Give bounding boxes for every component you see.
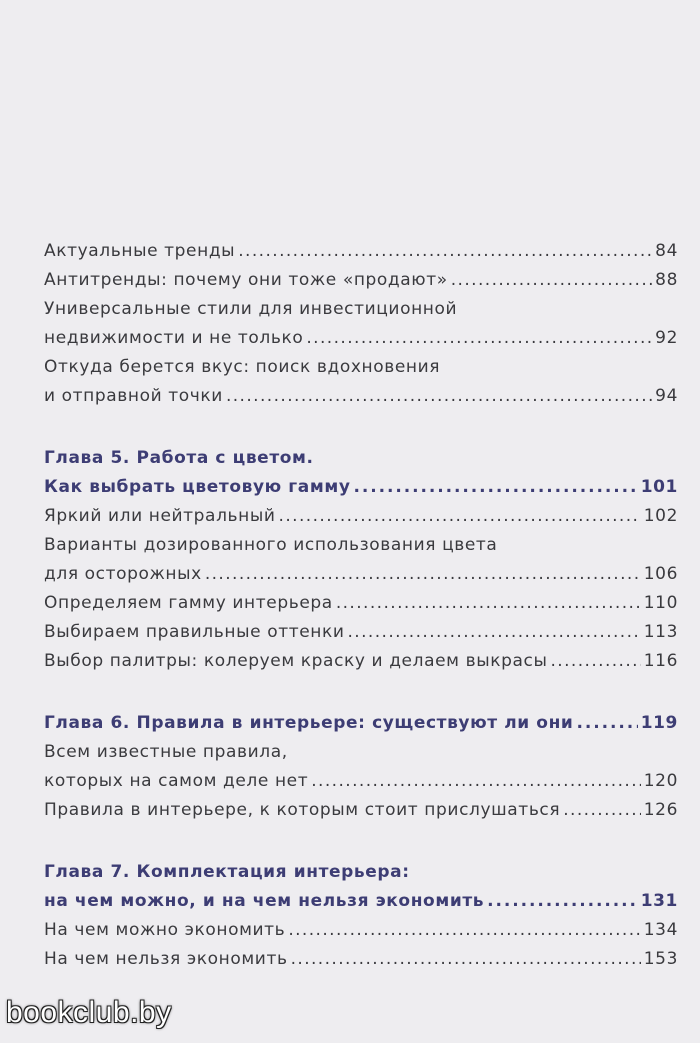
toc-entry: [44, 382, 678, 411]
dot-leader: [336, 589, 641, 618]
dot-leader: [550, 647, 640, 676]
toc-entry: [44, 916, 678, 945]
toc-entry: [44, 589, 678, 618]
toc-entry-page: 84: [655, 241, 678, 261]
dot-leader: [279, 502, 641, 531]
dot-leader: [311, 767, 641, 796]
toc-entry-title: для осторожных: [44, 564, 202, 584]
dot-leader: [451, 266, 652, 295]
table-of-contents: [44, 237, 678, 974]
chapter-7-heading: [44, 887, 678, 916]
dot-leader: [306, 324, 652, 353]
toc-entry: [44, 502, 678, 531]
toc-entry: [44, 237, 678, 266]
dot-leader: [487, 887, 638, 916]
toc-entry: [44, 324, 678, 353]
chapter-page: 131: [640, 891, 678, 911]
dot-leader: [226, 382, 652, 411]
dot-leader: [563, 796, 641, 825]
toc-entry-title: На чем можно экономить: [44, 920, 286, 940]
toc-entry: [44, 945, 678, 974]
toc-entry: [44, 796, 678, 825]
toc-entry-page: 153: [643, 949, 678, 969]
toc-entry: [44, 266, 678, 295]
toc-entry-line: Всем известные правила,: [44, 742, 288, 762]
chapter-page: 119: [640, 713, 678, 733]
toc-entry-title: На чем нельзя экономить: [44, 949, 288, 969]
toc-entry-page: 102: [643, 506, 678, 526]
dot-leader: [576, 709, 637, 738]
toc-entry-page: 116: [643, 651, 678, 671]
toc-entry-page: 92: [655, 328, 678, 348]
toc-entry-page: 88: [655, 270, 678, 290]
toc-entry-title: Правила в интерьере, к которым стоит прислушаться: [44, 800, 561, 820]
chapter-title: Как выбрать цветовую гамму: [44, 477, 351, 497]
toc-entry: [44, 767, 678, 796]
chapter-5-heading: [44, 473, 678, 502]
dot-leader: [288, 916, 640, 945]
toc-entry-title: Яркий или нейтральный: [44, 506, 276, 526]
chapter-title: на чем можно, и на чем нельзя экономить: [44, 891, 485, 911]
toc-entry-page: 134: [643, 920, 678, 940]
chapter-page: 101: [640, 477, 678, 497]
toc-entry-page: 126: [643, 800, 678, 820]
toc-entry: [44, 560, 678, 589]
toc-entry-title: Определяем гамму интерьера: [44, 593, 333, 613]
toc-entry-page: 94: [655, 386, 678, 406]
toc-entry-title: недвижимости и не только: [44, 328, 304, 348]
toc-entry: [44, 618, 678, 647]
dot-leader: [348, 618, 641, 647]
toc-entry-title: Выбор палитры: колеруем краску и делаем выкрасы: [44, 651, 548, 671]
toc-entry-page: 113: [643, 622, 678, 642]
toc-entry-page: 120: [643, 771, 678, 791]
toc-entry-line: Универсальные стили для инвестиционной: [44, 299, 458, 319]
dot-leader: [354, 473, 638, 502]
toc-entry-line: Откуда берется вкус: поиск вдохновения: [44, 357, 441, 377]
toc-entry-page: 110: [643, 593, 678, 613]
chapter-5-heading-line: Глава 5. Работа с цветом.: [44, 448, 314, 468]
toc-entry-title: Актуальные тренды: [44, 241, 236, 261]
dot-leader: [291, 945, 641, 974]
toc-entry-title: Выбираем правильные оттенки: [44, 622, 345, 642]
watermark: bookclub.by: [6, 996, 172, 1029]
chapter-7-heading-line: Глава 7. Комплектация интерьера:: [44, 862, 410, 882]
toc-entry: [44, 647, 678, 676]
chapter-title: Глава 6. Правила в интерьере: существуют ли они: [44, 713, 574, 733]
toc-entry-page: 106: [643, 564, 678, 584]
dot-leader: [238, 237, 652, 266]
toc-entry-title: Антитренды: почему они тоже «продают»: [44, 270, 448, 290]
toc-entry-title: и отправной точки: [44, 386, 223, 406]
toc-entry-title: которых на самом деле нет: [44, 771, 309, 791]
toc-entry-line: Варианты дозированного использования цвета: [44, 535, 498, 555]
chapter-6-heading: [44, 709, 678, 738]
dot-leader: [205, 560, 641, 589]
